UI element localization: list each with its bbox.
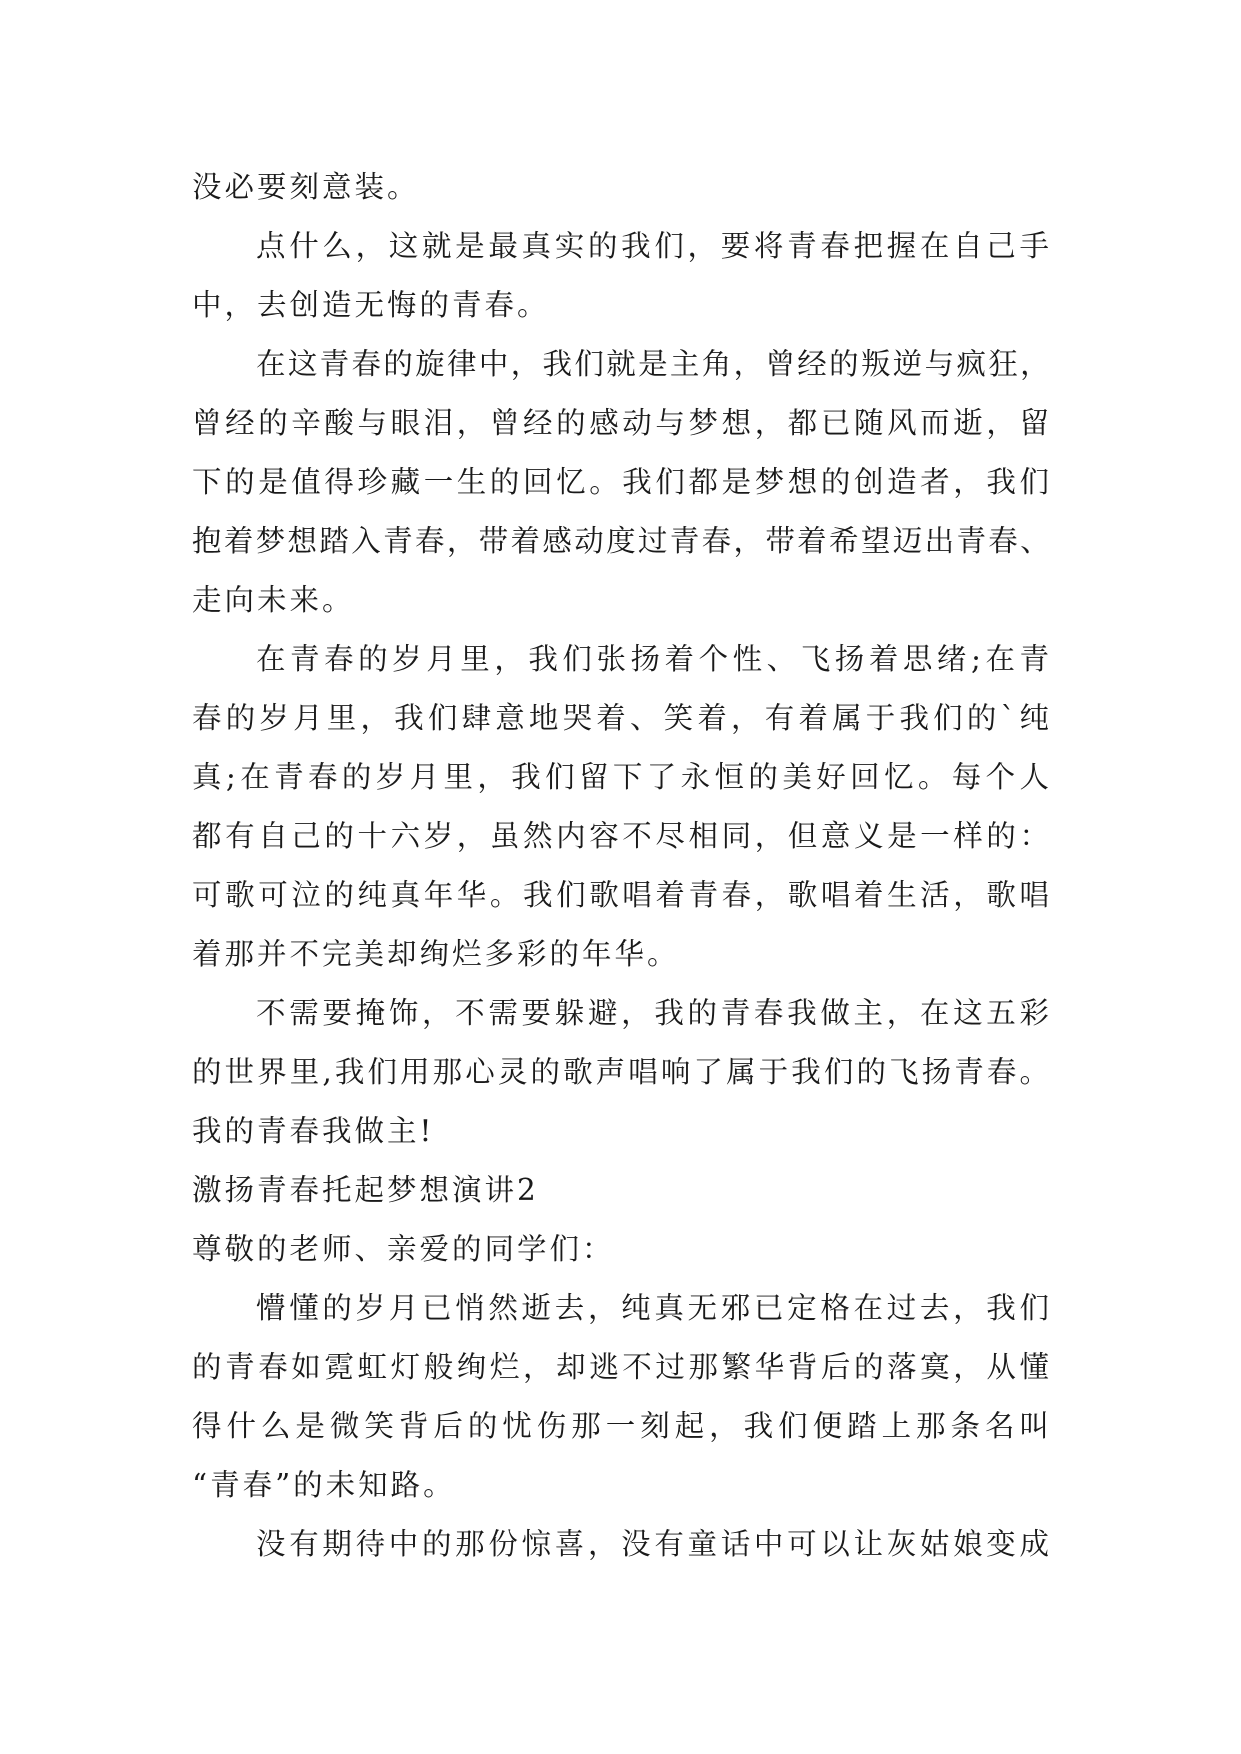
text-line: 可歌可泣的纯真年华。我们歌唱着青春，歌唱着生活，歌唱 [192,878,1052,912]
text-line: 没必要刻意装。 [192,170,420,204]
text-line: 曾经的辛酸与眼泪，曾经的感动与梦想，都已随风而逝，留 [192,406,1052,440]
document-body [192,158,1052,1574]
text-line: 我的青春我做主! [192,1114,435,1148]
text-line: 真;在青春的岁月里，我们留下了永恒的美好回忆。每个人 [192,760,1052,794]
text-line: 抱着梦想踏入青春，带着感动度过青春，带着希望迈出青春、 [192,524,1052,558]
text-line: 着那并不完美却绚烂多彩的年华。 [192,937,680,971]
text-line: 中，去创造无悔的青春。 [192,288,550,322]
text-line: 尊敬的老师、亲爱的同学们： [192,1232,615,1266]
text-line: 不需要掩饰，不需要躲避，我的青春我做主，在这五彩 [256,996,1052,1030]
text-line: 的世界里,我们用那心灵的歌声唱响了属于我们的飞扬青春。 [192,1055,1052,1089]
text-line: 在这青春的旋律中，我们就是主角，曾经的叛逆与疯狂， [256,347,1052,381]
text-line: 在青春的岁月里，我们张扬着个性、飞扬着思绪;在青 [256,642,1052,676]
text-line: 激扬青春托起梦想演讲2 [192,1173,539,1207]
text-line: 春的岁月里，我们肆意地哭着、笑着，有着属于我们的`纯 [192,701,1052,735]
text-line: 没有期待中的那份惊喜，没有童话中可以让灰姑娘变成 [256,1527,1052,1561]
text-line: 懵懂的岁月已悄然逝去，纯真无邪已定格在过去，我们 [256,1291,1052,1325]
text-line: 点什么，这就是最真实的我们，要将青春把握在自己手 [256,229,1052,263]
text-line: 的青春如霓虹灯般绚烂，却逃不过那繁华背后的落寞，从懂 [192,1350,1052,1384]
text-line: 走向未来。 [192,583,355,617]
text-line: 都有自己的十六岁，虽然内容不尽相同，但意义是一样的： [192,819,1052,853]
text-line: “青春”的未知路。 [192,1468,456,1502]
text-line: 得什么是微笑背后的忧伤那一刻起，我们便踏上那条名叫 [192,1409,1052,1443]
text-line: 下的是值得珍藏一生的回忆。我们都是梦想的创造者，我们 [192,465,1052,499]
